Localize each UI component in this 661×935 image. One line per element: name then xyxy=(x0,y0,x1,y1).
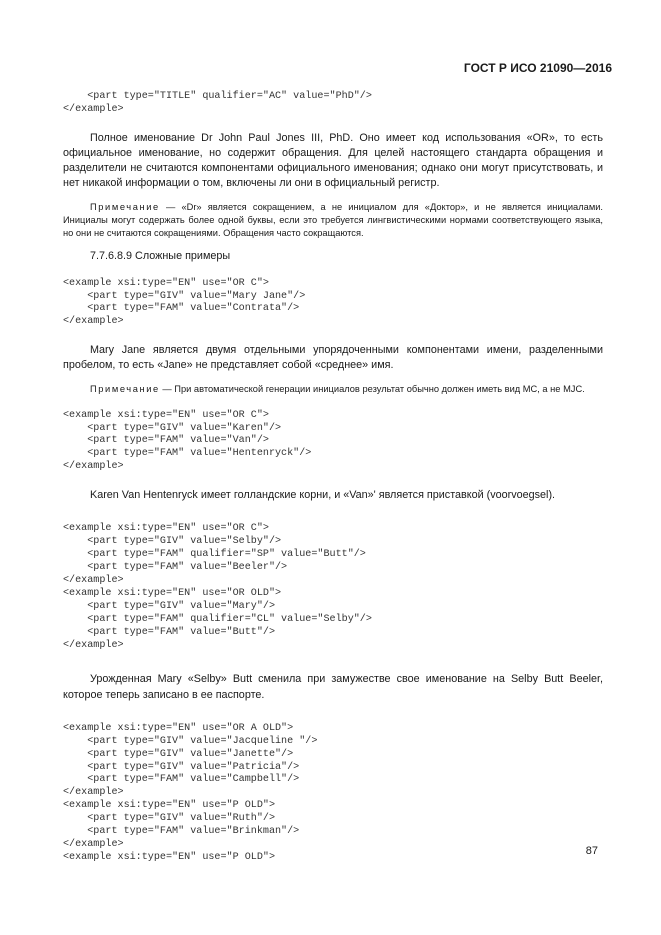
code-example-mary-jane: <example xsi:type="EN" use="OR C"> <part type="GIV" value="Mary Jane"/> <part type="FAM" value="Contrata"/> </example> xyxy=(63,277,306,328)
note-label: Примечание xyxy=(90,201,160,212)
document-header: ГОСТ Р ИСО 21090—2016 xyxy=(463,61,612,75)
note-text: При автоматической генерации инициалов результат обычно должен иметь вид МС, а не MJC. xyxy=(174,383,585,394)
page-content xyxy=(63,91,603,865)
note-initials xyxy=(63,201,603,240)
note-dash: — xyxy=(159,201,182,212)
paragraph-karen: Karen Van Hentenryck имеет голландские корни, и «Van»' является приставкой (voorvoegsel). xyxy=(90,489,556,502)
note-label: Примечание xyxy=(90,383,160,394)
section-heading: 7.7.6.8.9 Сложные примеры xyxy=(90,249,231,262)
code-example-selby: <example xsi:type="EN" use="OR C"> <part type="GIV" value="Selby"/> <part type="FAM" qualifier="SP" value="Butt"/> <part type="FAM" value="Beeler"/> </example> <example xsi:type="EN" use="OR OLD"> <part type="GIV" value="Mary"/> <part type="FAM" qualifier="CL" value="Selby"/> <part type="FAM" value="Butt"/> </example> xyxy=(63,523,372,651)
code-example-title: <part type="TITLE" qualifier="AC" value="PhD"/> </example> xyxy=(63,91,372,115)
paragraph-full-name: Полное именование Dr John Paul Jones III, PhD. Оно имеет код использования «OR», то есть официальное именование, но содержит обращения. Для целей настоящего стандарта обращения и разделители не считаются компонентами официального именования; однако они могут присутствовать, и нет никакой информации о том, включены ли они в официальный регистр. xyxy=(63,131,603,190)
code-example-jacqueline: <example xsi:type="EN" use="OR A OLD"> <part type="GIV" value="Jacqueline "/> <part type="GIV" value="Janette"/> <part type="GIV" value="Patricia"/> <part type="FAM" value="Campbell"/> </example> <example xsi:type="EN" use="P OLD"> <part type="GIV" value="Ruth"/> <part type="FAM" value="Brinkman"/> </example> <example xsi:type="EN" use="P OLD"> xyxy=(63,722,318,863)
note-text: «Dr» является сокращением, а не инициалом для «Доктор», и не является инициалами. Инициалы могут содержать более одной буквы, если это требуется лингвистическими нормами соответствующего языка, но они не считаются сокращениями. Обращения часто сокращаются. xyxy=(63,201,603,238)
paragraph-selby: Урожденная Mary «Selby» Butt сменила при замужестве свое именование на Selby Butt Beeler, которое теперь записано в ее паспорте. xyxy=(63,673,603,701)
note-auto-initials xyxy=(63,383,603,396)
code-example-karen: <example xsi:type="EN" use="OR C"> <part type="GIV" value="Karen"/> <part type="FAM" value="Van"/> <part type="FAM" value="Hentenryck"/> </example> xyxy=(63,409,312,473)
page-number: 87 xyxy=(585,845,598,857)
paragraph-mary-jane: Mary Jane является двумя отдельными упорядоченными компонентами имени, разделенными пробелом, то есть «Jane» не представляет собой «среднее» имя. xyxy=(63,344,603,372)
note-dash: — xyxy=(159,383,175,394)
